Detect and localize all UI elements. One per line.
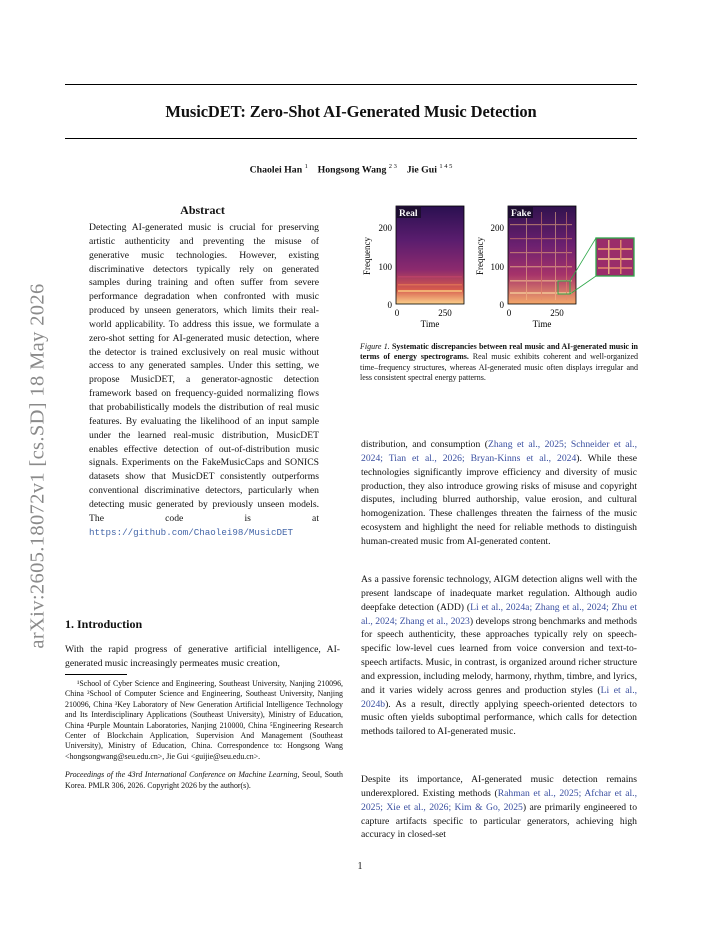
y-axis-label: Frequency bbox=[475, 237, 485, 275]
paragraph bbox=[361, 573, 637, 739]
citation-link[interactable]: Rahman et al., 2025; Afchar et al., 2025; Xie et al., 2026; Kim & Go, 2025 bbox=[361, 787, 637, 813]
section-heading-introduction: 1. Introduction bbox=[65, 617, 143, 631]
affiliation-footnote: ¹School of Cyber Science and Engineering, Southeast University, Nanjing 210096, China ²School of Computer Science and Engineering, Southeast University, Nanjing 210096, China ³Key Laboratory of New Generation Artificial Intelligence Technology and Its Interdisciplinary Applications (Southeast University), Ministry of Education, China ⁴Purple Mountain Laboratories, Nanjing 210000, China ⁵Engineering Research Center of Blockchain Application, Supervision And Management (Southeast University), Ministry of Education, China. Correspondence to: Hongsong Wang <hongsongwang@seu.edu.cn>, Jie Gui <guijie@seu.edu.cn>. bbox=[65, 679, 343, 761]
x-axis-label: Time bbox=[532, 319, 552, 329]
footnote-rule bbox=[65, 674, 127, 675]
x-tick-label: 250 bbox=[438, 308, 452, 318]
citation-link[interactable]: Li et al., 2024b bbox=[361, 684, 638, 710]
figure-caption-text: Real music exhibits coherent and well-organized time–frequency structures, whereas AI-generated music often displays irregular and less consistent spectral energy patterns. bbox=[360, 352, 638, 382]
paragraph-text: As a passive forensic technology, AIGM detection aligns well with the present landscape of inadequate market regulation. Although audio deepfake detection (ADD) ( bbox=[361, 574, 637, 613]
real-harmonic-band bbox=[398, 290, 462, 292]
real-spectrogram bbox=[396, 206, 464, 304]
figure-caption-title: Systematic discrepancies between real music and AI-generated music in terms of energy spectrograms. bbox=[360, 342, 638, 362]
real-harmonic-band bbox=[398, 284, 462, 286]
paragraph-text: distribution, and consumption ( bbox=[361, 439, 488, 450]
code-link[interactable]: https://github.com/Chaolei98/MusicDET bbox=[89, 526, 293, 538]
proceedings-venue: Proceedings of the 43rd International Conference on Machine Learning bbox=[65, 770, 298, 780]
real-label: Real bbox=[399, 209, 418, 219]
panel-real bbox=[362, 206, 464, 329]
y-tick-label: 0 bbox=[387, 300, 392, 310]
y-axis-label: Frequency bbox=[362, 237, 372, 275]
author-list bbox=[65, 163, 637, 175]
author-name: Jie Gui bbox=[406, 164, 437, 176]
panel-fake bbox=[475, 206, 634, 329]
y-tick-label: 100 bbox=[490, 262, 504, 272]
y-tick-label: 100 bbox=[378, 262, 392, 272]
title-top-rule bbox=[65, 84, 637, 85]
figure-spectrograms bbox=[356, 196, 640, 334]
paragraph-text: ) develops strong benchmarks and methods for speech authenticity, these approaches typically rely on speech-specific low-level cues learned from voice conversion and text-to-speech artifacts. Music, in contrast, is organized around richer structure and expression, including melody, harmony, rhythm, timbre, and lyrics, and it varies widely across genres and production styles ( bbox=[361, 615, 637, 696]
introduction-text: With the rapid progress of generative artificial intelligence, AI-generated music increasingly permeates music creation, bbox=[65, 644, 340, 669]
x-tick-label: 0 bbox=[394, 308, 400, 318]
paragraph-text: Despite its importance, AI-generated music detection remains underexplored. Existing methods ( bbox=[361, 774, 637, 799]
abstract-text: Detecting AI-generated music is crucial for preserving artistic authenticity and preventing the misuse of generative music technologies. However, existing discriminative detectors typically rely on generated samples during training and often suffer from severe performance degradation when confronted with music produced by unseen generators, which limits their real-world applicability. To address this issue, we formulate a zero-shot setting for AI-generated music detection, where the detector is trained exclusively on real music without access to any generated samples. Under this setting, we propose MusicDET, a generator-agnostic detection framework based on frequency-guided normalizing flows that probabilistically models the distribution of real music features. By evaluating the likelihood of an input sample under the learned real-music distribution, MusicDET enables effective detection of out-of-distribution music signals. Experiments on the FakeMusicCaps and SONICS datasets show that MusicDET consistently outperforms conventional discriminative detectors, particularly when detecting music generated by previously unseen models. The code is at bbox=[89, 222, 319, 524]
paper-title: MusicDET: Zero-Shot AI-Generated Music Detection bbox=[165, 102, 537, 121]
author-affiliation: 1 4 5 bbox=[439, 163, 453, 170]
citation-link[interactable]: Li et al., 2024a; Zhang et al., 2024; Zhu et al., 2024; Zhang et al., 2023 bbox=[361, 601, 637, 627]
abstract-heading: Abstract bbox=[180, 203, 225, 217]
paragraph bbox=[361, 773, 637, 842]
x-tick-label: 250 bbox=[550, 308, 564, 318]
y-tick-label: 200 bbox=[490, 223, 504, 233]
x-axis-label: Time bbox=[420, 319, 440, 329]
fake-label: Fake bbox=[511, 209, 532, 219]
abstract-body bbox=[89, 221, 319, 539]
author-name: Chaolei Han bbox=[249, 164, 303, 176]
footnotes bbox=[65, 679, 343, 791]
x-tick-label: 0 bbox=[506, 308, 512, 318]
arxiv-stamp: arXiv:2605.18072v1 [cs.SD] 18 May 2026 bbox=[26, 283, 49, 649]
title-bottom-rule bbox=[65, 138, 637, 139]
author-name: Hongsong Wang bbox=[317, 164, 387, 176]
paragraph bbox=[361, 438, 637, 549]
figure-caption bbox=[360, 342, 638, 383]
real-harmonic-band bbox=[398, 276, 462, 278]
paragraph-text: ). While these technologies significantly improve efficiency and diversity of music production, they also introduce growing risks of misuse and copyright disputes, including blurred authorship, value erosion, and cultural homogenization. These challenges threaten the fairness of the music ecosystem and highlight the need for reliable methods to distinguish human-created music from AI-generated content. bbox=[361, 452, 637, 547]
author-affiliation: 1 bbox=[304, 163, 308, 170]
y-tick-label: 0 bbox=[499, 300, 504, 310]
citation-link[interactable]: Zhang et al., 2025; Schneider et al., 2024; Tian et al., 2026; Bryan-Kinns et al., 2024 bbox=[361, 439, 637, 464]
zoom-inset bbox=[596, 238, 634, 276]
paragraph-text: ). As a result, directly applying speech-oriented detectors to music often yields suboptimal performance, which calls for detection methods tailored to AI-generated music. bbox=[361, 698, 637, 738]
y-tick-label: 200 bbox=[378, 223, 392, 233]
author-affiliation: 2 3 bbox=[388, 163, 397, 170]
page-number: 1 bbox=[357, 861, 363, 872]
proceedings-note bbox=[65, 770, 343, 791]
figure-caption-label: Figure 1. bbox=[360, 342, 390, 351]
paragraph-text: ) are primarily engineered to capture artifacts specific to particular generators, achieving high accuracy in closed-set bbox=[361, 801, 638, 841]
proceedings-details: , Seoul, South Korea. PMLR 306, 2026. Copyright 2026 by the author(s). bbox=[65, 770, 343, 790]
